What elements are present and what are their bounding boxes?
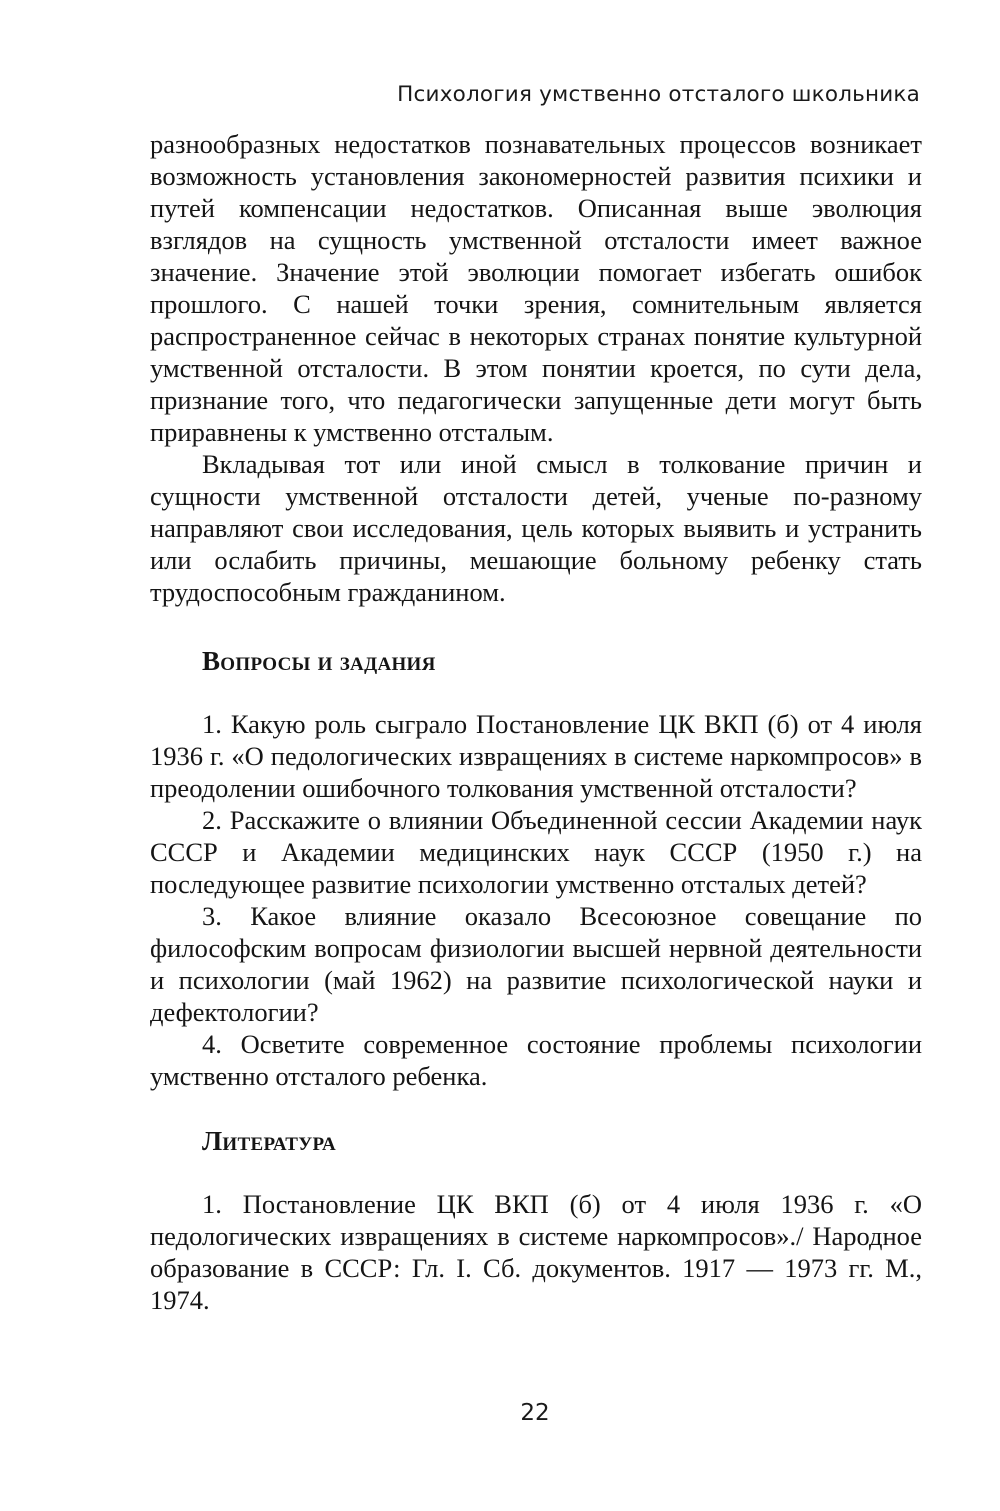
literature-heading: Литература bbox=[202, 1126, 336, 1156]
page-number: 22 bbox=[520, 1400, 550, 1426]
question-item: 1. Какую роль сыграло Постановление ЦК ВКП (б) от 4 июля 1936 г. «О педологических извращениях в системе наркомпросов» в преодолении ошибочного толкования умственной отсталости? bbox=[150, 709, 922, 803]
page-content bbox=[150, 128, 922, 1316]
question-item: 3. Какое влияние оказало Всесоюзное совещание по философским вопросам физиологии высшей нервной деятельности и психологии (май 1962) на развитие психологической науки и дефектологии? bbox=[150, 901, 922, 1027]
question-item: 4. Осветите современное состояние проблемы психологии умственно отсталого ребенка. bbox=[150, 1029, 922, 1091]
body-paragraph: разнообразных недостатков познавательных процессов возникает возможность установления закономерностей развития психики и путей компенсации недостатков. Описанная выше эволюция взглядов на сущность умственной отсталости имеет важное значение. Значение этой эволюции помогает избегать ошибок прошлого. С нашей точки зрения, сомнительным является распространенное сейчас в некоторых странах понятие культурной умственной отсталости. В этом понятии кроется, по сути дела, признание того, что педагогически запущенные дети могут быть приравнены к умственно отсталым. bbox=[150, 129, 922, 447]
literature-item: 1. Постановление ЦК ВКП (б) от 4 июля 1936 г. «О педологических извращениях в системе наркомпросов»./ Народное образование в СССР: Гл. I. Сб. документов. 1917 — 1973 гг. М., 1974. bbox=[150, 1189, 922, 1315]
questions-list bbox=[150, 708, 922, 1092]
questions-heading: Вопросы и задания bbox=[202, 646, 436, 676]
body-paragraph: Вкладывая тот или иной смысл в толкование причин и сущности умственной отсталости детей, ученые по-разному направляют свои исследования, цель которых выявить и устранить или ослабить причины, мешающие больному ребенку стать трудоспособным гражданином. bbox=[150, 449, 922, 607]
running-head: Психология умственно отсталого школьника bbox=[397, 82, 920, 107]
literature-list bbox=[150, 1188, 922, 1316]
question-item: 2. Расскажите о влиянии Объединенной сессии Академии наук СССР и Академии медицинских наук СССР (1950 г.) на последующее развитие психологии умственно отсталых детей? bbox=[150, 805, 922, 899]
